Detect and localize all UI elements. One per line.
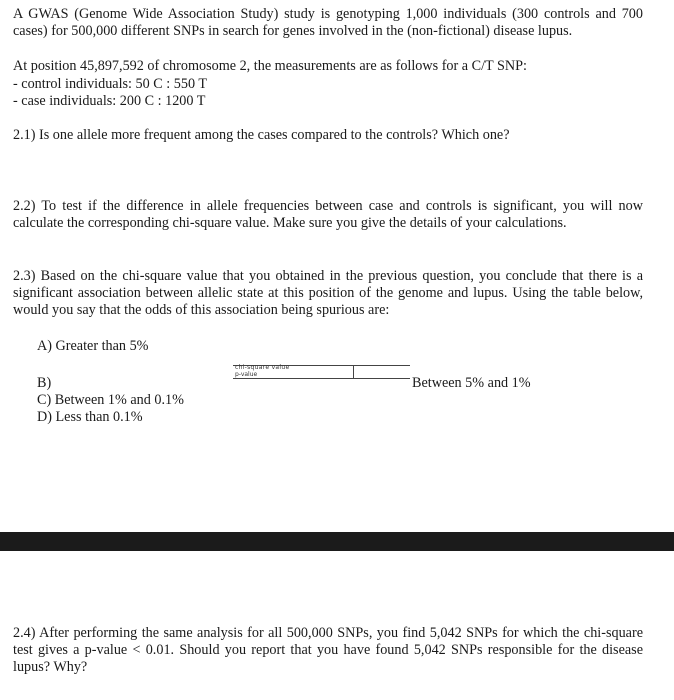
control-measurement: - control individuals: 50 C : 550 T [13,76,208,92]
case-measurement: - case individuals: 200 C : 1200 T [13,93,206,109]
question-2-4: 2.4) After performing the same analysis for all 500,000 SNPs, you find 5,042 SNPs for which the chi-square test gives a p-value < 0.01. Should you report that you have found 5,042 SNPs responsible for the disease lupus? Why? [13,625,643,675]
option-c: C) Between 1% and 0.1% [37,392,184,408]
page-divider-bar [0,532,674,551]
option-b: B) [37,375,52,391]
table-row-p-value: p-value [235,371,258,378]
option-d: D) Less than 0.1% [37,409,143,425]
question-2-1: 2.1) Is one allele more frequent among the cases compared to the controls? Which one? [13,127,510,143]
intro-paragraph: A GWAS (Genome Wide Association Study) study is genotyping 1,000 individuals (300 controls and 700 cases) for 500,000 different SNPs in search for genes involved in the (non-fictional) disease lupus. [13,6,643,39]
option-b-text: Between 5% and 1% [412,375,531,391]
option-a: A) Greater than 5% [37,338,149,354]
question-2-3: 2.3) Based on the chi-square value that you obtained in the previous question, you conclude that there is a significant association between allelic state at this position of the genome and lupus. Using the table below, would you say that the odds of this association being spurious are: [13,268,643,318]
question-2-2: 2.2) To test if the difference in allele frequencies between case and controls is significant, you will now calculate the corresponding chi-square value. Make sure you give the details of your calculations. [13,198,643,231]
chi-square-table [233,365,410,379]
table-row-chi-square: chi-square value [235,364,290,371]
table-column-divider [353,366,354,378]
measurements-lead: At position 45,897,592 of chromosome 2, the measurements are as follows for a C/T SNP: [13,58,527,74]
